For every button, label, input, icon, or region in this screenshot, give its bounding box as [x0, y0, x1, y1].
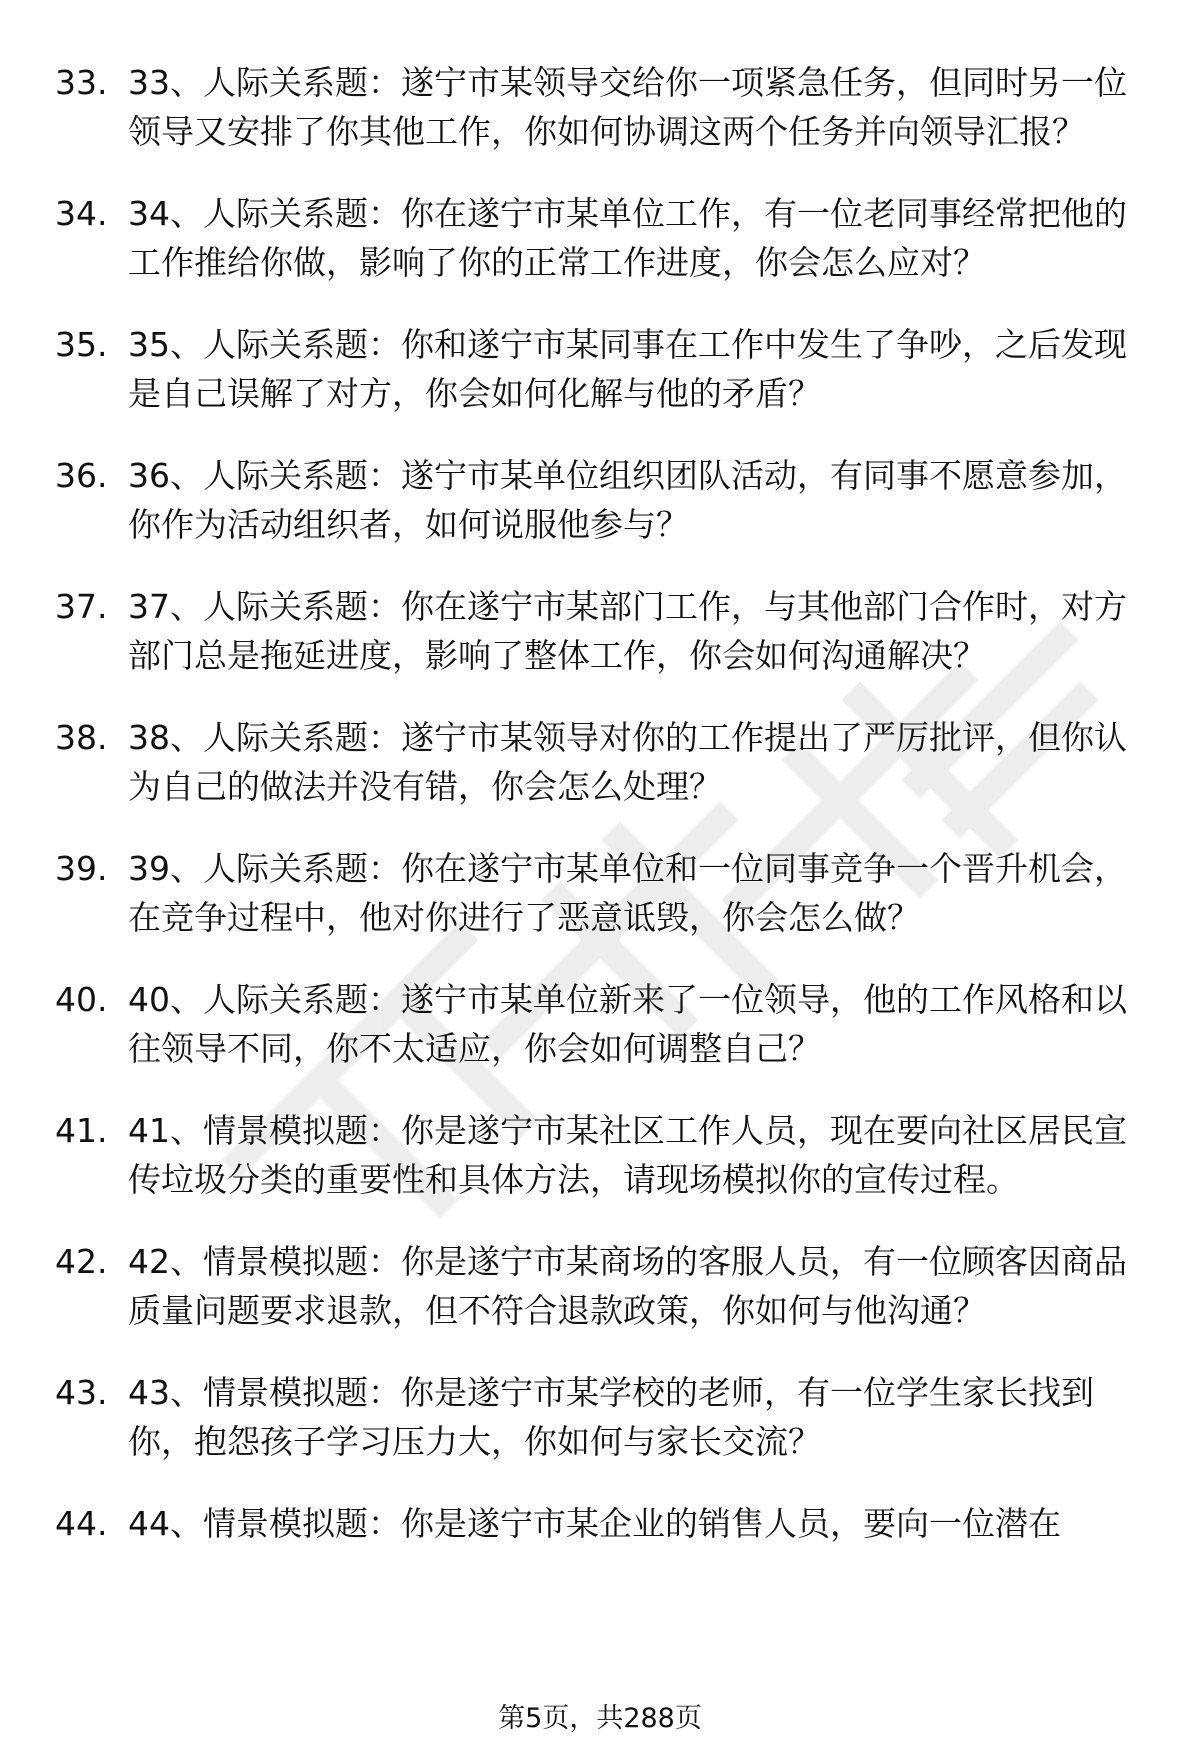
question-text: 34、人际关系题：你在遂宁市某单位工作，有一位老同事经常把他的工作推给你做，影响了你的正常工作进度，你会怎么应对？ [128, 194, 1127, 282]
list-item [0, 1106, 1200, 1204]
question-number: 39. [55, 849, 108, 888]
question-text: 33、人际关系题：遂宁市某领导交给你一项紧急任务，但同时另一位领导又安排了你其他工作，你如何协调这两个任务并向领导汇报？ [128, 63, 1127, 151]
question-number: 37. [55, 587, 108, 626]
list-item [0, 713, 1200, 811]
question-number: 41. [55, 1111, 108, 1150]
question-number: 36. [55, 456, 108, 495]
question-text: 37、人际关系题：你在遂宁市某部门工作，与其他部门合作时，对方部门总是拖延进度，影响了整体工作，你会如何沟通解决？ [128, 587, 1127, 675]
question-text: 43、情景模拟题：你是遂宁市某学校的老师，有一位学生家长找到你，抱怨孩子学习压力大，你如何与家长交流？ [128, 1373, 1094, 1461]
list-item [0, 1499, 1200, 1548]
list-item [0, 975, 1200, 1073]
question-text: 39、人际关系题：你在遂宁市某单位和一位同事竞争一个晋升机会，在竞争过程中，他对你进行了恶意诋毁，你会怎么做？ [128, 849, 1127, 937]
list-item [0, 189, 1200, 287]
list-item [0, 1237, 1200, 1335]
question-number: 40. [55, 980, 108, 1019]
question-text: 41、情景模拟题：你是遂宁市某社区工作人员，现在要向社区居民宣传垃圾分类的重要性和具体方法，请现场模拟你的宣传过程。 [128, 1111, 1127, 1199]
list-item [0, 58, 1200, 156]
question-number: 33. [55, 63, 108, 102]
question-text: 44、情景模拟题：你是遂宁市某企业的销售人员，要向一位潜在 [128, 1504, 1061, 1543]
list-item [0, 1368, 1200, 1466]
question-text: 40、人际关系题：遂宁市某单位新来了一位领导，他的工作风格和以往领导不同，你不太适应，你会如何调整自己？ [128, 980, 1127, 1068]
question-text: 38、人际关系题：遂宁市某领导对你的工作提出了严厉批评，但你认为自己的做法并没有错，你会怎么处理？ [128, 718, 1127, 806]
list-item [0, 582, 1200, 680]
question-number: 38. [55, 718, 108, 757]
question-number: 35. [55, 325, 108, 364]
question-text: 36、人际关系题：遂宁市某单位组织团队活动，有同事不愿意参加，你作为活动组织者，如何说服他参与？ [128, 456, 1127, 544]
list-item [0, 320, 1200, 418]
question-text: 35、人际关系题：你和遂宁市某同事在工作中发生了争吵，之后发现是自己误解了对方，你会如何化解与他的矛盾？ [128, 325, 1127, 413]
question-number: 43. [55, 1373, 108, 1412]
question-number: 44. [55, 1504, 108, 1543]
question-number: 34. [55, 194, 108, 233]
list-item [0, 844, 1200, 942]
question-number: 42. [55, 1242, 108, 1281]
question-list [0, 58, 1200, 1581]
question-text: 42、情景模拟题：你是遂宁市某商场的客服人员，有一位顾客因商品质量问题要求退款，但不符合退款政策，你如何与他沟通？ [128, 1242, 1127, 1330]
page-footer: 第5页，共288页 [498, 1703, 702, 1734]
list-item [0, 451, 1200, 549]
